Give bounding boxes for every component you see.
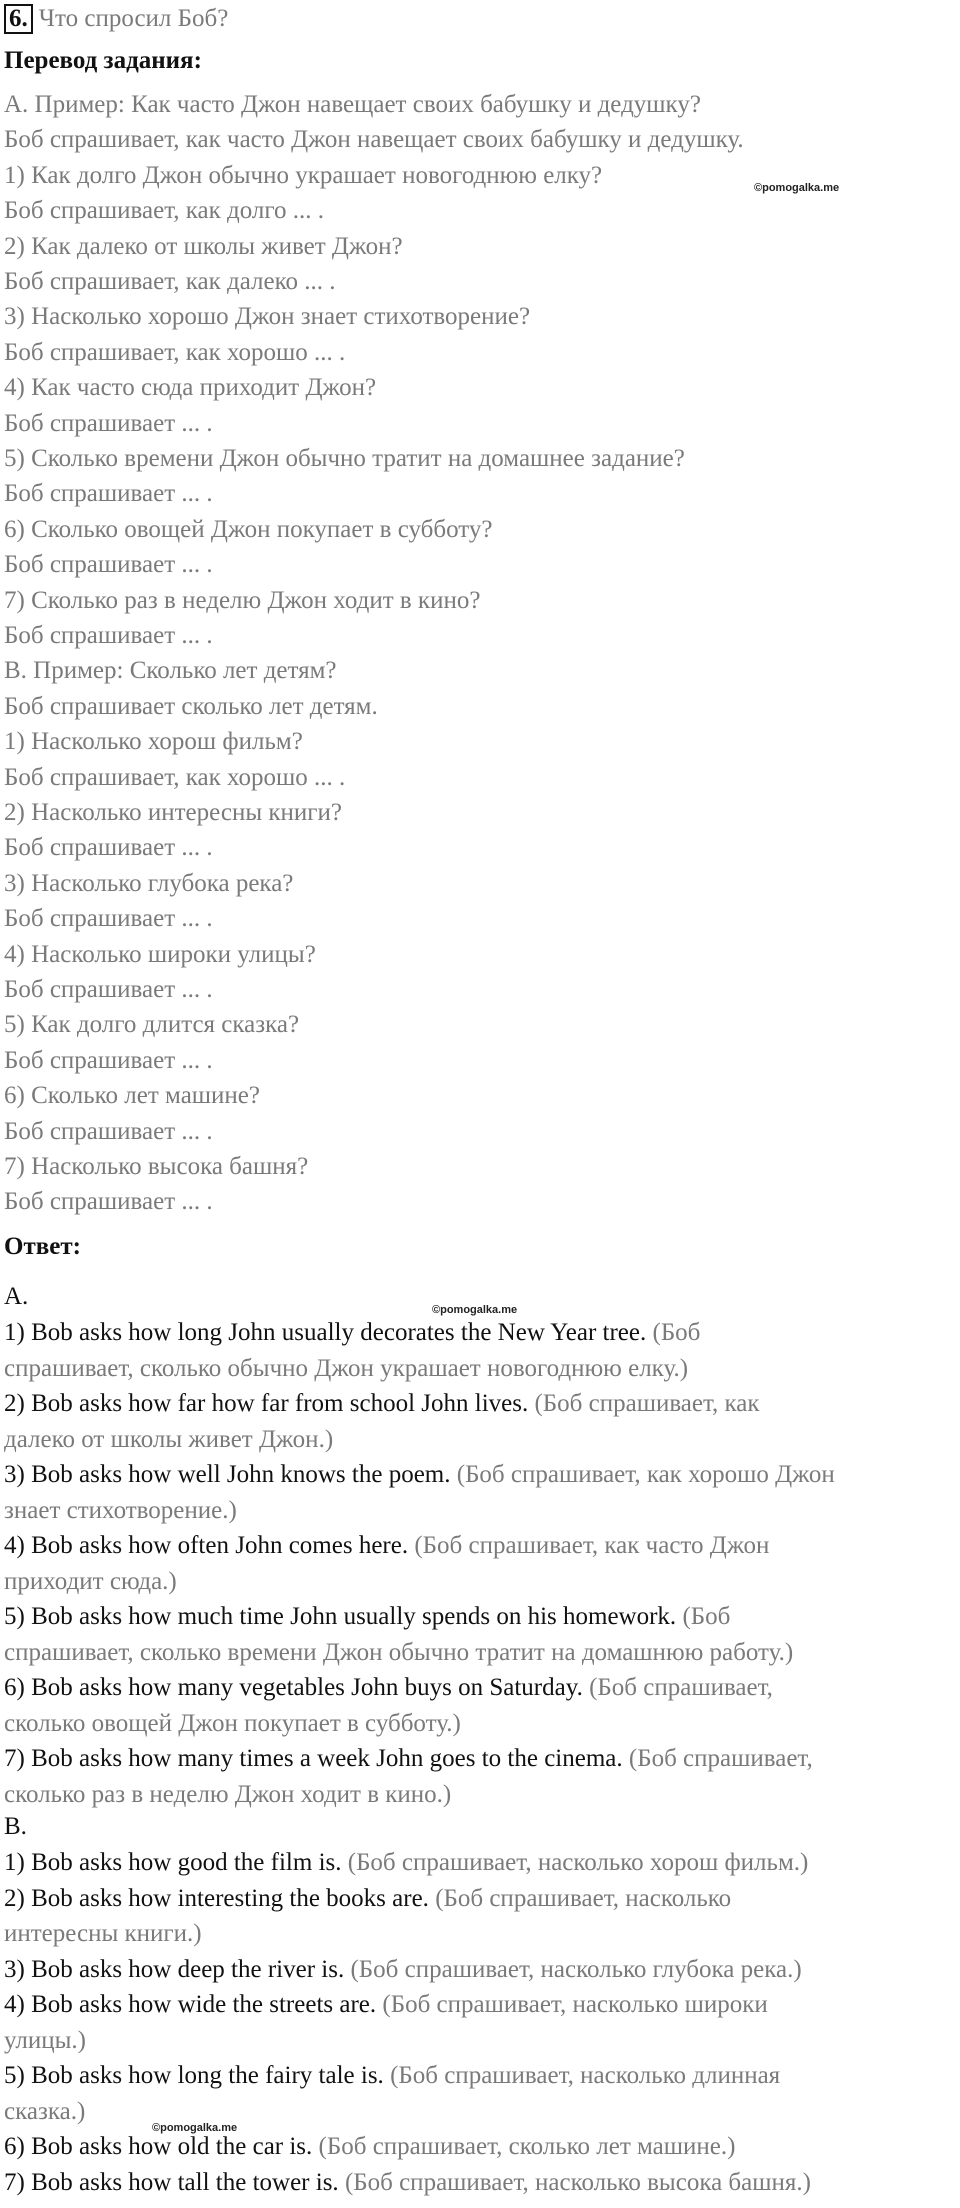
translation-line: A. Пример: Как часто Джон навещает своих бабушку и дедушку? [4,91,701,118]
answer-english: 2) Bob asks how far how far from school John lives. [4,1390,529,1417]
answer-heading: Ответ: [4,1233,81,1260]
answer-line [4,1780,451,1810]
answer-russian: спрашивает, сколько обычно Джон украшает новогоднюю елку.) [4,1354,689,1382]
answer-line [4,2168,811,2198]
answer-russian: (Боб спрашивает, как [528,1390,760,1417]
translation-line: Боб спрашивает ... . [4,1117,213,1145]
answer-line [4,1389,760,1419]
answer-line [4,1531,769,1561]
task-number: 6. [4,4,33,34]
translation-line: 2) Насколько интересны книги? [4,799,343,826]
translation-line: 5) Как долго длится сказка? [4,1011,300,1039]
answer-line [4,1990,768,2020]
watermark: ©pomogalka.me [754,182,840,194]
answer-russian: (Боб спрашивает, насколько глубока река.) [344,1955,802,1983]
translation-line: 3) Насколько хорошо Джон знает стихотворение? [4,303,531,331]
answer-russian: интересны книги.) [4,1920,202,1947]
answer-line [4,1567,177,1597]
task-title: Что спросил Боб? [38,5,229,32]
answer-line [4,2097,85,2127]
translation-line: Боб спрашивает, как хорошо ... . [4,763,346,791]
answer-line [4,1638,793,1668]
answer-line [4,1673,773,1703]
answer-russian: (Боб спрашивает, насколько [428,1884,732,1912]
answer-russian: сколько овощей Джон покупает в субботу.) [4,1709,461,1737]
translation-line: Боб спрашивает, как хорошо ... . [4,338,346,366]
answer-section-b: B. [4,1813,27,1840]
translation-line: 5) Сколько времени Джон обычно тратит на домашнее задание? [4,445,685,472]
translation-line: Боб спрашивает ... . [4,1046,213,1074]
answer-english: 6) Bob asks how old the car is. [4,2133,313,2160]
watermark: ©pomogalka.me [432,1304,518,1316]
answer-line [4,1354,688,1384]
answer-russian: (Боб спрашивает, насколько длинная [383,2062,781,2089]
answer-russian: сколько раз в неделю Джон ходит в кино.) [4,1780,452,1808]
translation-line: Боб спрашивает ... . [4,976,213,1003]
answer-line [4,1884,731,1914]
answer-russian: (Боб спрашивает, как часто Джон [408,1532,770,1559]
translation-line: 2) Как далеко от школы живет Джон? [4,232,403,260]
answer-russian: далеко от школы живет Джон.) [4,1425,334,1453]
translation-line: Боб спрашивает, как долго ... . [4,197,324,225]
translation-line: 6) Сколько овощей Джон покупает в субботу? [4,515,493,543]
translation-line: Боб спрашивает ... . [4,834,213,862]
answer-section-a: A. [4,1283,29,1310]
translation-line: 1) Насколько хорош фильм? [4,728,303,756]
answer-line [4,1848,808,1878]
translation-line: Боб спрашивает ... . [4,551,213,579]
translation-line: Боб спрашивает ... . [4,480,213,508]
translation-line: B. Пример: Сколько лет детям? [4,657,337,685]
answer-line [4,1602,730,1632]
answer-english: 4) Bob asks how wide the streets are. [4,1991,377,2018]
task-header [4,4,228,34]
answer-russian: (Боб спрашивает, сколько лет машине.) [312,2133,736,2160]
translation-line: Боб спрашивает, как часто Джон навещает своих бабушку и дедушку. [4,126,744,154]
answer-line [4,1709,461,1739]
answer-russian: сказка.) [4,2097,86,2125]
answer-english: 5) Bob asks how long the fairy tale is. [4,2062,384,2089]
answer-russian: (Боб спрашивает, насколько высока башня.) [338,2168,811,2196]
answer-line [4,1318,700,1348]
translation-line: Боб спрашивает, как далеко ... . [4,268,336,295]
answer-english: 6) Bob asks how many vegetables John buys on Saturday. [4,1674,583,1701]
answer-english: 7) Bob asks how tall the tower is. [4,2168,339,2196]
answer-english: 1) Bob asks how good the film is. [4,1849,342,1876]
answer-russian: улицы.) [4,2026,87,2054]
answer-russian: (Боб спрашивает, как хорошо Джон [450,1461,835,1488]
translation-line: Боб спрашивает ... . [4,905,213,933]
answer-russian: (Боб [676,1603,731,1630]
answer-line [4,1425,333,1455]
answer-russian: (Боб спрашивает, насколько хорош фильм.) [341,1849,809,1876]
answer-line [4,2061,780,2091]
answer-line [4,1919,202,1949]
answer-english: 3) Bob asks how well John knows the poem. [4,1461,451,1488]
translation-line: Боб спрашивает ... . [4,409,213,437]
answer-english: 5) Bob asks how much time John usually spends on his homework. [4,1603,677,1630]
translation-line: 6) Сколько лет машине? [4,1082,260,1110]
answer-russian: (Боб спрашивает, насколько широки [376,1991,768,2018]
translation-line: Боб спрашивает сколько лет детям. [4,692,378,720]
answer-russian: знает стихотворение.) [4,1496,237,1524]
translation-line: 4) Насколько широки улицы? [4,940,316,968]
translation-line: Боб спрашивает ... . [4,1188,213,1216]
translation-line: 7) Сколько раз в неделю Джон ходит в кино? [4,586,481,614]
answer-line [4,2026,86,2056]
answer-russian: (Боб [646,1319,701,1346]
translation-line: 4) Как часто сюда приходит Джон? [4,374,377,402]
answer-russian: спрашивает, сколько времени Джон обычно тратит на домашнюю работу.) [4,1638,794,1666]
translation-line: 3) Насколько глубока река? [4,869,294,897]
answer-english: 2) Bob asks how interesting the books are. [4,1884,429,1912]
answer-english: 4) Bob asks how often John comes here. [4,1532,409,1559]
answer-russian: приходит сюда.) [4,1567,177,1595]
answer-russian: (Боб спрашивает, [582,1674,773,1701]
answer-english: 3) Bob asks how deep the river is. [4,1955,345,1983]
answer-english: 1) Bob asks how long John usually decorates the New Year tree. [4,1319,647,1346]
answer-russian: (Боб спрашивает, [622,1745,813,1772]
answer-english: 7) Bob asks how many times a week John goes to the cinema. [4,1745,623,1772]
translation-line: 7) Насколько высока башня? [4,1153,309,1180]
answer-line [4,2132,735,2162]
translation-heading: Перевод задания: [4,47,202,74]
answer-line [4,1460,835,1490]
answer-line [4,1744,813,1774]
answer-line [4,1955,802,1985]
watermark: ©pomogalka.me [152,2122,238,2134]
answer-line [4,1496,237,1526]
translation-line: 1) Как долго Джон обычно украшает новогоднюю елку? [4,161,603,189]
translation-line: Боб спрашивает ... . [4,622,213,649]
